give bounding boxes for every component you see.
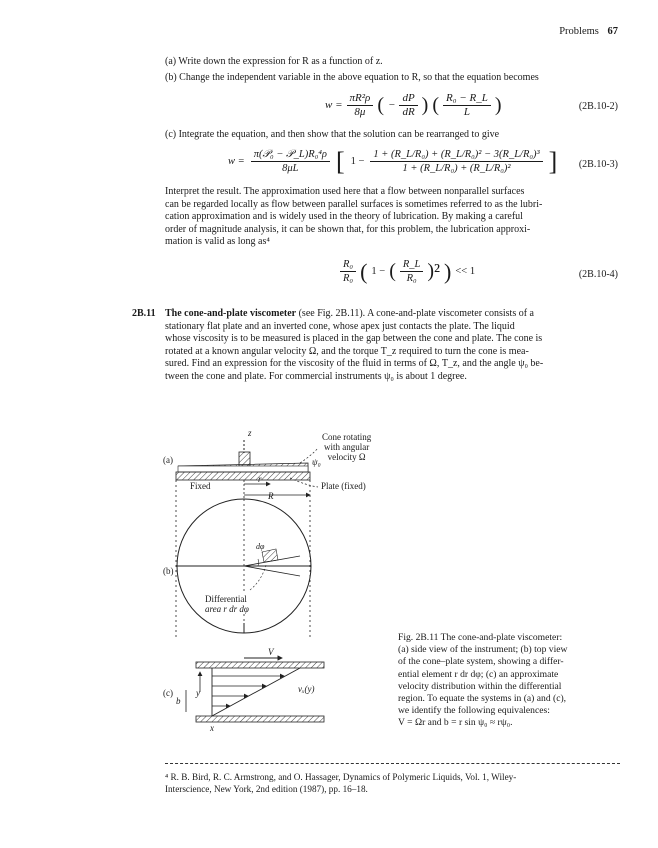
x-label: x xyxy=(210,723,214,733)
eq2-coef-num: π(𝒫₀ − 𝒫_L)R₀⁴ρ xyxy=(251,148,330,162)
eq1-mid-den: dR xyxy=(402,106,415,118)
footnote-rule xyxy=(165,763,620,764)
caption-line: (a) side view of the instrument; (b) top view xyxy=(398,644,568,656)
eq1-paren-close: ) xyxy=(421,94,429,116)
eq1-mid-num: dP xyxy=(399,92,417,106)
lower-plate xyxy=(196,716,324,722)
interpret-line: order of magnitude analysis, it can be shown that, for this problem, the lubrication approxi- xyxy=(165,223,531,235)
r-label: r xyxy=(258,474,262,484)
eq3-paren-lead: 1 − xyxy=(371,266,386,277)
differential-label xyxy=(205,594,249,614)
upper-plate xyxy=(196,662,324,668)
label-b: (b) xyxy=(163,566,174,576)
label-a: (a) xyxy=(163,455,173,465)
plate-fixed-label: Plate (fixed) xyxy=(321,481,366,491)
b-label: b xyxy=(176,696,181,706)
vx-label: vₓ(y) xyxy=(298,684,315,694)
eq3-relation: << 1 xyxy=(455,266,476,277)
eq3-inner-den: R₀ xyxy=(406,273,417,284)
problem-line: whose viscosity is to be measured is placed in the gap between the cone and plate. The cone is xyxy=(165,333,543,345)
psi0-label: ψ₀ xyxy=(312,457,321,467)
caption-line: ential element r dr dφ; (c) an approximate xyxy=(398,668,559,680)
problem-line: (see Fig. 2B.11). A cone-and-plate viscometer consists of a xyxy=(298,308,534,319)
eq3-inner-open: ( xyxy=(389,260,396,282)
eq3-inner-num: R_L xyxy=(400,258,424,272)
eq1-paren-open: ( xyxy=(377,94,384,116)
caption-line: of the cone–plate system, showing a differ- xyxy=(398,656,564,668)
eq1-paren-close-2: ) xyxy=(494,94,502,116)
caption-line: velocity distribution within the differential xyxy=(398,680,562,692)
eq3-paren-open: ( xyxy=(360,259,368,284)
dphi-label: dφ xyxy=(256,542,265,551)
eq3-frac-num: R₀ xyxy=(340,258,356,272)
plate xyxy=(176,472,310,480)
ray-lower xyxy=(244,566,300,576)
R-label: R xyxy=(268,491,274,501)
problem-line: rotated at a known angular velocity Ω, and the torque T_z required to turn the cone is mea- xyxy=(165,345,529,357)
angle-arc xyxy=(258,559,259,566)
cone-rotating-line: Cone rotating xyxy=(322,432,372,442)
eq1-mid-sign: − xyxy=(388,99,396,111)
cone-rotating-line: with angular xyxy=(324,442,370,452)
part-c-text: (c) Integrate the equation, and then show that the solution can be rearranged to give xyxy=(165,129,500,140)
interpret-line: Interpret the result. The approximation used here that a flow between nonparallel surfaces xyxy=(165,186,525,197)
fixed-label: Fixed xyxy=(190,481,211,491)
footnote-line: Interscience, New York, 2nd edition (1987), pp. 16–18. xyxy=(165,784,368,794)
figure-caption xyxy=(398,632,623,730)
eq2-bracket-close: ] xyxy=(548,147,558,176)
cone-rotating-label xyxy=(322,432,371,462)
eq2-lhs: w = xyxy=(228,156,245,167)
problem-title: The cone-and-plate viscometer xyxy=(165,308,297,319)
interpret-line: mation is valid as long as⁴ xyxy=(165,236,270,248)
problem-line: stationary flat plate and an inverted cone, whose apex just contacts the plate. The liquid xyxy=(165,320,515,332)
eq1-lhs: w = xyxy=(325,99,343,111)
eq2-bracket-lead: 1 − xyxy=(350,156,365,167)
eq2-coef-den: 8μL xyxy=(282,163,299,174)
eq2-bracket-den: 1 + (R_L/R₀) + (R_L/R₀)² xyxy=(402,163,511,174)
differential-line: Differential xyxy=(205,594,247,604)
eq2-bracket-num: 1 + (R_L/R₀) + (R_L/R₀)² − 3(R_L/R₀)³ xyxy=(370,148,542,162)
eq1-right-den: L xyxy=(463,106,470,118)
eq1-number: (2B.10-2) xyxy=(578,101,618,112)
part-a-text: (a) Write down the expression for R as a function of z. xyxy=(165,56,383,67)
eq3-paren-close: ) xyxy=(444,259,452,284)
footnote xyxy=(165,771,620,795)
eq2-number: (2B.10-3) xyxy=(578,159,618,170)
eq3-inner-close: )² xyxy=(427,260,441,282)
V-label: V xyxy=(268,647,274,657)
label-c: (c) xyxy=(163,688,173,698)
eq1-coef-num: πR²ρ xyxy=(347,92,374,106)
problem-line: sured. Find an expression for the viscosity of the fluid in terms of Ω, T_z, and the angle ψ₀ be- xyxy=(165,358,544,370)
part-b-text: (b) Change the independent variable in the above equation to R, so that the equation becomes xyxy=(165,72,539,83)
eq2-bracket-open: [ xyxy=(335,147,345,176)
eq1-paren-open-2: ( xyxy=(432,94,440,116)
interpret-line: can be regarded locally as flow between parallel surfaces is sometimes referred to as the lubri- xyxy=(165,198,543,210)
y-label: y xyxy=(196,688,200,698)
caption-line: Fig. 2B.11 The cone-and-plate viscometer: xyxy=(398,632,563,643)
interpret-line: cation approximation and is widely used in the theory of lubrication. By making a careful xyxy=(165,211,523,223)
caption-line: we identify the following equivalences: xyxy=(398,705,550,717)
running-title: Problems xyxy=(559,26,599,37)
caption-line: V = Ωr and b = r sin ψ₀ ≈ rψ₀. xyxy=(398,717,513,729)
velocity-profile xyxy=(212,668,300,716)
label-z-axis: z xyxy=(248,428,252,438)
eq3-frac-den: R₀ xyxy=(343,273,354,284)
problem-line: tween the cone and plate. For commercial instruments ψ₀ is about 1 degree. xyxy=(165,370,467,382)
caption-line: region. To equate the systems in (a) and (c), xyxy=(398,693,567,705)
problem-number: 2B.11 xyxy=(132,308,156,319)
cone-shaft xyxy=(239,452,250,466)
eq3-number: (2B.10-4) xyxy=(578,269,618,280)
cone-rotating-line: velocity Ω xyxy=(327,452,366,462)
eq1-coef-den: 8μ xyxy=(354,106,366,118)
fluid-gap xyxy=(178,466,308,472)
page-number: 67 xyxy=(607,26,618,37)
footnote-line: ⁴ R. B. Bird, R. C. Armstrong, and O. Hassager, Dynamics of Polymeric Liquids, Vol. 1, Wiley- xyxy=(165,772,517,782)
eq1-right-num: R₀ − R_L xyxy=(443,92,491,106)
differential-line: area r dr dφ xyxy=(205,604,249,614)
